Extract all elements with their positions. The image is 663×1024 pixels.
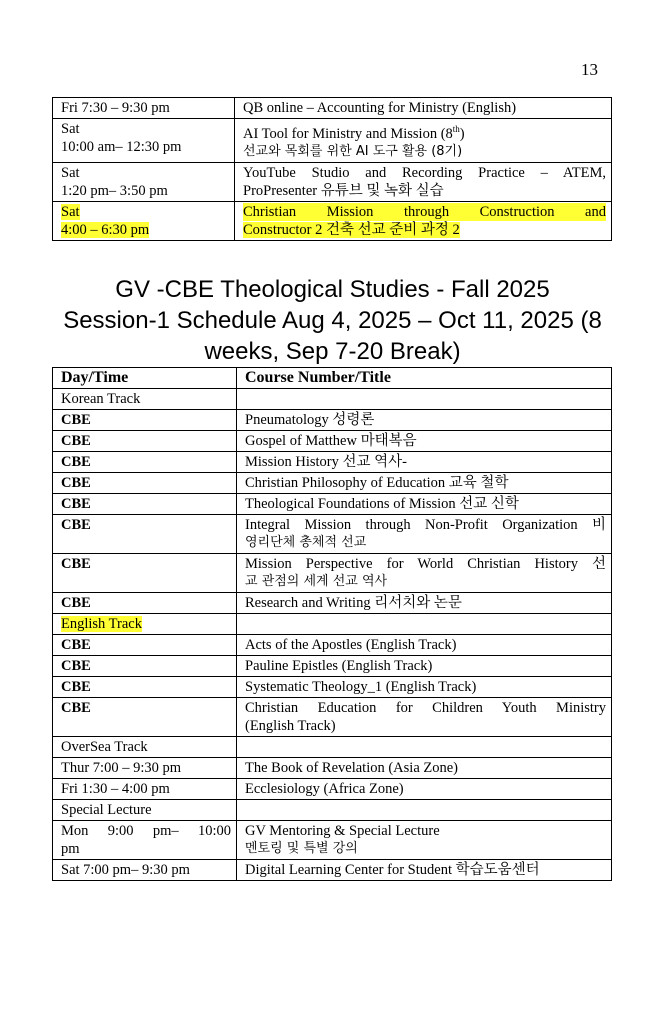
table-row-highlighted — [53, 201, 612, 240]
table-row — [53, 758, 612, 779]
day-time-cell: Fri 7:30 – 9:30 pm — [53, 98, 235, 119]
table-row — [53, 410, 612, 431]
table-row — [53, 515, 612, 554]
title-line-3: weeks, Sep 7-20 Break) — [204, 338, 461, 365]
course-cell: Research and Writing 리서치와 논문 — [237, 593, 612, 614]
course-cell: Christian Mission through Construction and Constructor 2 건축 선교 준비 과정 2 — [235, 201, 612, 240]
table-row — [53, 656, 612, 677]
table-row — [53, 779, 612, 800]
course-cell: Christian Education for Children Youth Ministry (English Track) — [237, 698, 612, 737]
course-cell: YouTube Studio and Recording Practice – ATEM, ProPresenter 유튜브 및 녹화 실습 — [235, 162, 612, 201]
day-time-cell: CBE — [53, 593, 237, 614]
day-time-cell: CBE — [53, 635, 237, 656]
table-row — [53, 473, 612, 494]
title-line-2: Session-1 Schedule Aug 4, 2025 – Oct 11, 2025 (8 — [63, 307, 602, 334]
table-row — [53, 593, 612, 614]
course-cell — [237, 737, 612, 758]
table-header-row — [53, 368, 612, 389]
course-cell: Systematic Theology_1 (English Track) — [237, 677, 612, 698]
course-cell: Pneumatology 성령론 — [237, 410, 612, 431]
day-time-cell: CBE — [53, 656, 237, 677]
course-cell: Integral Mission through Non-Profit Organization 비 영리단체 총체적 선교 — [237, 515, 612, 554]
session-schedule-table — [52, 367, 612, 881]
header-course: Course Number/Title — [237, 368, 612, 389]
course-cell: QB online – Accounting for Ministry (English) — [235, 98, 612, 119]
table-row — [53, 452, 612, 473]
day-time-cell: CBE — [53, 410, 237, 431]
course-cell — [237, 800, 612, 821]
day-time-cell: CBE — [53, 494, 237, 515]
course-cell: Digital Learning Center for Student 학습도움센터 — [237, 860, 612, 881]
course-cell: Acts of the Apostles (English Track) — [237, 635, 612, 656]
table-row — [53, 821, 612, 860]
course-cell: Christian Philosophy of Education 교육 철학 — [237, 473, 612, 494]
table-row — [53, 860, 612, 881]
track-label: Special Lecture — [53, 800, 237, 821]
table-row — [53, 431, 612, 452]
course-cell: The Book of Revelation (Asia Zone) — [237, 758, 612, 779]
day-time-cell: Sat 10:00 am– 12:30 pm — [53, 119, 235, 163]
track-label: Korean Track — [53, 389, 237, 410]
title-line-1: GV -CBE Theological Studies - Fall 2025 — [115, 276, 550, 303]
table-row — [53, 494, 612, 515]
day-time-cell: Fri 1:30 – 4:00 pm — [53, 779, 237, 800]
day-time-cell: Mon 9:00 pm– 10:00 pm — [53, 821, 237, 860]
track-row-special-lecture — [53, 800, 612, 821]
day-time-cell: Sat 7:00 pm– 9:30 pm — [53, 860, 237, 881]
course-cell: Pauline Epistles (English Track) — [237, 656, 612, 677]
table-row — [53, 635, 612, 656]
day-time-cell: Sat 4:00 – 6:30 pm — [53, 201, 235, 240]
track-row-oversea — [53, 737, 612, 758]
day-time-cell: Thur 7:00 – 9:30 pm — [53, 758, 237, 779]
day-time-cell: CBE — [53, 452, 237, 473]
page-number: 13 — [581, 60, 598, 79]
day-time-cell: CBE — [53, 515, 237, 554]
day-time-cell: CBE — [53, 677, 237, 698]
course-cell — [237, 614, 612, 635]
table-row — [53, 698, 612, 737]
track-row-english — [53, 614, 612, 635]
track-label: OverSea Track — [53, 737, 237, 758]
course-cell: Mission History 선교 역사- — [237, 452, 612, 473]
course-cell: Theological Foundations of Mission 선교 신학 — [237, 494, 612, 515]
table-row — [53, 119, 612, 163]
day-time-cell: Sat 1:20 pm– 3:50 pm — [53, 162, 235, 201]
header-day-time: Day/Time — [53, 368, 237, 389]
day-time-cell: CBE — [53, 554, 237, 593]
course-cell: Mission Perspective for World Christian History 선 교 관점의 세계 선교 역사 — [237, 554, 612, 593]
course-cell: Ecclesiology (Africa Zone) — [237, 779, 612, 800]
course-cell: AI Tool for Ministry and Mission (8th) 선교와 목회를 위한 AI 도구 활용 (8기) — [235, 119, 612, 163]
course-cell: Gospel of Matthew 마태복음 — [237, 431, 612, 452]
schedule-title — [40, 274, 625, 367]
table-row — [53, 162, 612, 201]
course-cell — [237, 389, 612, 410]
table-row — [53, 554, 612, 593]
day-time-cell: CBE — [53, 431, 237, 452]
table-row — [53, 98, 612, 119]
track-row-korean — [53, 389, 612, 410]
day-time-cell: CBE — [53, 698, 237, 737]
day-time-cell: CBE — [53, 473, 237, 494]
table-row — [53, 677, 612, 698]
track-label: English Track — [53, 614, 237, 635]
course-cell: GV Mentoring & Special Lecture 멘토링 및 특별 강의 — [237, 821, 612, 860]
top-schedule-table — [52, 97, 612, 241]
